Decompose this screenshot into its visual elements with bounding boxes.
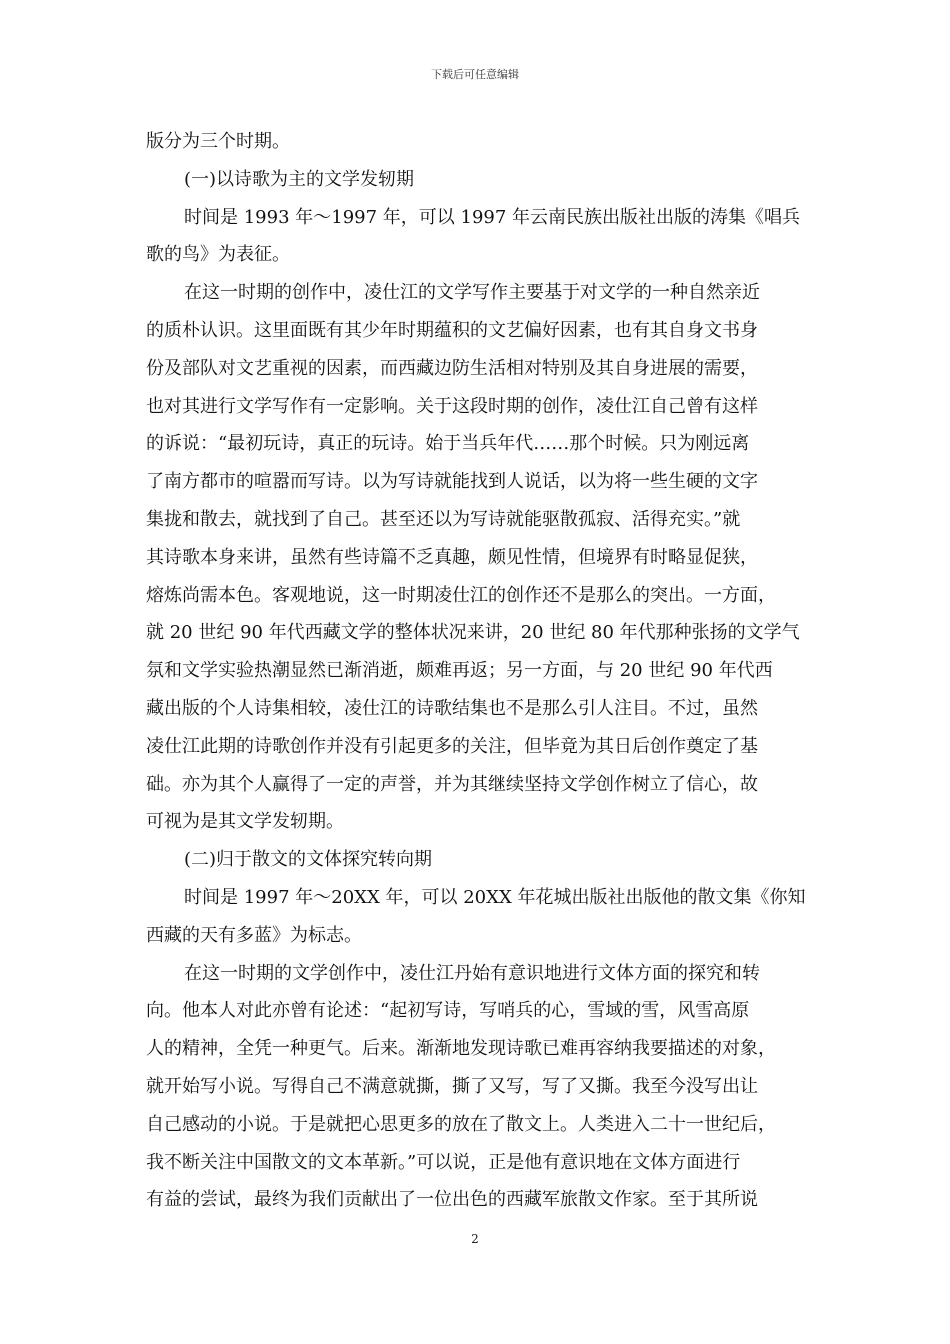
text-line: 藏出版的个人诗集相较，凌仕江的诗歌结集也不是那么引人注目。不过，虽然 [146,697,758,719]
text-line: 自己感动的小说。于是就把心思更多的放在了散文上。人类进入二十一世纪后， [146,1113,776,1135]
text-line: 时间是 1993 年～1997 年，可以 1997 年云南民族出版社出版的涛集《唱兵 [184,206,801,228]
text-line: 西藏的天有多蓝》为标志。 [146,924,362,946]
text-line: 歌的鸟》为表征。 [146,244,290,266]
page-number: 2 [471,1232,479,1246]
text-line: 也对其进行文学写作有一定影响。关于这段时期的创作，凌仕江自己曾有这样 [146,395,758,417]
text-line: 版分为三个时期。 [146,131,290,152]
text-line: 的质朴认识。这里面既有其少年时期蕴积的文艺偏好因素，也有其自身文书身 [146,319,758,341]
text-line: 在这一时期的文学创作中，凌仕江丹始有意识地进行文体方面的探究和转 [184,962,760,984]
text-line: 就开始写小说。写得自己不满意就撕，撕了又写，写了又撕。我至今没写出让 [146,1075,758,1097]
text-line: 我不断关注中国散文的文本革新。”可以说，正是他有意识地在文体方面进行 [146,1151,741,1173]
text-line: 在这一时期的创作中，凌仕江的文学写作主要基于对文学的一种自然亲近 [184,282,760,304]
text-line: 熔炼尚需本色。客观地说，这一时期凌仕江的创作还不是那么的突出。一方面， [146,584,776,606]
text-line: 了南方都市的喧嚣而写诗。以为写诗就能找到人说话，以为将一些生硬的文字 [146,471,758,493]
text-line: 份及部队对文艺重视的因素，而西藏边防生活相对特别及其自身进展的需要， [146,357,758,379]
text-line: 时间是 1997 年～20XX 年，可以 20XX 年花城出版社出版他的散文集《你知 [184,886,806,908]
text-line: 可视为是其文学发轫期。 [146,811,344,833]
text-line: 础。亦为其个人赢得了一定的声誉，并为其继续坚持文学创作树立了信心，故 [146,773,758,795]
text-line: 其诗歌本身来讲，虽然有些诗篇不乏真趣，颇见性情，但境界有时略显促狭， [146,546,758,568]
text-line: 的诉说：“最初玩诗，真正的玩诗。始于当兵年代……那个时候。只为刚远离 [146,433,750,455]
text-line: 凌仕江此期的诗歌创作并没有引起更多的关注，但毕竟为其日后创作奠定了基 [146,735,758,757]
section-heading-2: (二)归于散文的文体探究转向期 [184,849,433,871]
text-line: 有益的尝试，最终为我们贡献出了一位出色的西藏军旅散文作家。至于其所说 [146,1189,758,1211]
text-line: 就 20 世纪 90 年代西藏文学的整体状况来讲，20 世纪 80 年代那种张扬的文学气 [146,622,800,644]
text-line: 向。他本人对此亦曾有论述：“起初写诗，写哨兵的心，雪域的雪，风雪高原 [146,1000,750,1022]
body-text [146,123,810,1219]
text-line: 集拢和散去，就找到了自己。甚至还以为写诗就能驱散孤寂、活得充实。”就 [146,508,741,530]
text-line: 人的精神，全凭一种更气。后来。渐渐地发现诗歌已难再容纳我要描述的对象， [146,1038,776,1060]
section-heading-1: (一)以诗歌为主的文学发轫期 [184,168,415,190]
page-header: 下载后可任意编辑 [431,68,519,81]
text-line: 氛和文学实验热潮显然已渐消逝，颇难再返；另一方面，与 20 世纪 90 年代西 [146,660,773,682]
